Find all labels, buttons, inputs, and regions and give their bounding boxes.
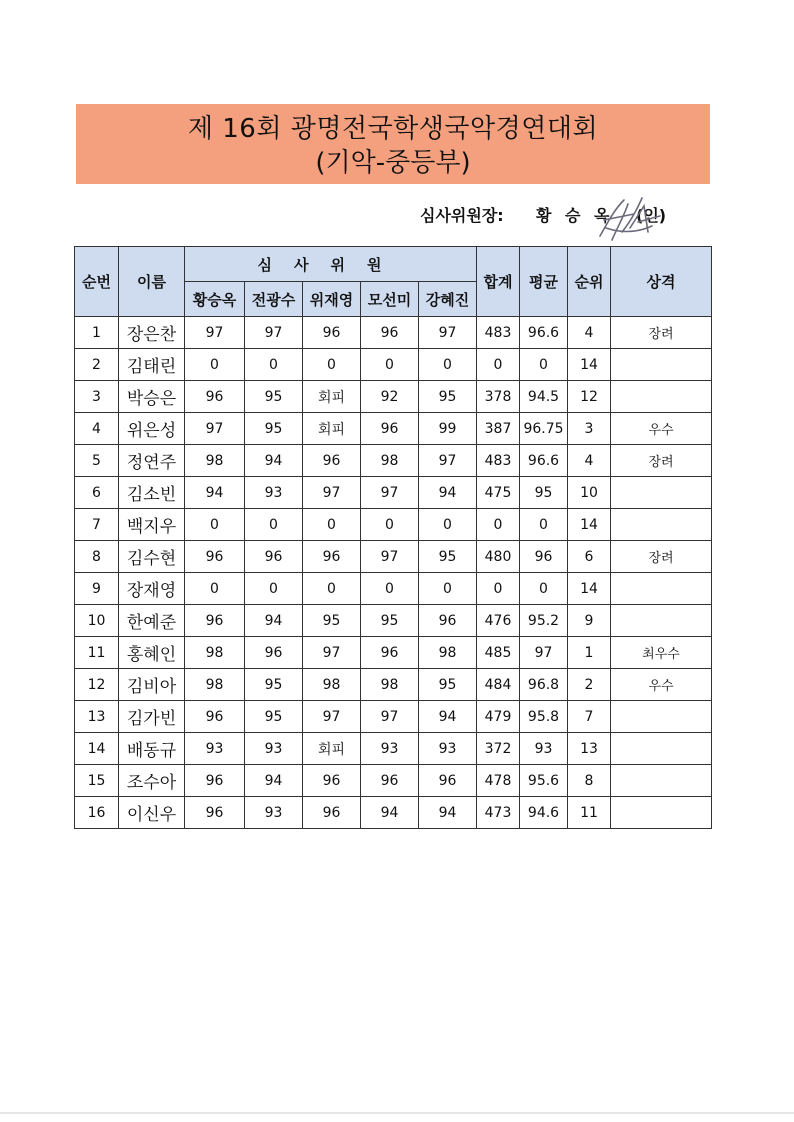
score-cell: 회피 xyxy=(303,381,361,413)
rank-cell: 6 xyxy=(568,541,611,573)
score-cell: 0 xyxy=(419,509,477,541)
total-cell: 480 xyxy=(477,541,520,573)
award-cell xyxy=(611,349,712,381)
average-cell: 96.6 xyxy=(520,445,568,477)
score-cell: 93 xyxy=(245,477,303,509)
scan-edge xyxy=(0,1112,794,1114)
award-cell: 우수 xyxy=(611,413,712,445)
score-cell: 95 xyxy=(303,605,361,637)
student-name: 김비아 xyxy=(119,669,185,701)
student-name: 김수현 xyxy=(119,541,185,573)
header-row xyxy=(75,247,712,282)
score-cell: 97 xyxy=(303,637,361,669)
student-name: 위은성 xyxy=(119,413,185,445)
total-cell: 483 xyxy=(477,317,520,349)
table-row xyxy=(75,797,712,829)
score-cell: 회피 xyxy=(303,733,361,765)
score-cell: 99 xyxy=(419,413,477,445)
average-cell: 96 xyxy=(520,541,568,573)
score-cell: 97 xyxy=(185,413,245,445)
award-cell xyxy=(611,509,712,541)
score-cell: 93 xyxy=(245,733,303,765)
score-cell: 94 xyxy=(361,797,419,829)
award-cell: 최우수 xyxy=(611,637,712,669)
col-header-rank: 순위 xyxy=(568,247,611,317)
row-number: 1 xyxy=(75,317,119,349)
total-cell: 479 xyxy=(477,701,520,733)
judge-header: 위재영 xyxy=(303,282,361,317)
score-cell: 96 xyxy=(185,797,245,829)
score-cell: 97 xyxy=(303,701,361,733)
score-cell: 96 xyxy=(419,605,477,637)
total-cell: 484 xyxy=(477,669,520,701)
score-cell: 98 xyxy=(185,637,245,669)
total-cell: 378 xyxy=(477,381,520,413)
rank-cell: 9 xyxy=(568,605,611,637)
judge-header: 황승옥 xyxy=(185,282,245,317)
col-header-panel: 심사위원 xyxy=(185,247,477,282)
table-row xyxy=(75,381,712,413)
total-cell: 372 xyxy=(477,733,520,765)
score-cell: 94 xyxy=(185,477,245,509)
student-name: 김태린 xyxy=(119,349,185,381)
award-cell xyxy=(611,765,712,797)
student-name: 장재영 xyxy=(119,573,185,605)
table-row xyxy=(75,477,712,509)
student-name: 홍혜인 xyxy=(119,637,185,669)
average-cell: 96.8 xyxy=(520,669,568,701)
award-cell xyxy=(611,381,712,413)
total-cell: 485 xyxy=(477,637,520,669)
score-cell: 98 xyxy=(303,669,361,701)
score-cell: 93 xyxy=(361,733,419,765)
table-row xyxy=(75,573,712,605)
score-cell: 0 xyxy=(361,509,419,541)
score-cell: 0 xyxy=(361,573,419,605)
handwritten-signature xyxy=(594,192,667,248)
score-cell: 96 xyxy=(185,541,245,573)
score-cell: 96 xyxy=(361,637,419,669)
table-row xyxy=(75,349,712,381)
score-cell: 93 xyxy=(185,733,245,765)
score-cell: 94 xyxy=(419,477,477,509)
score-cell: 0 xyxy=(303,349,361,381)
rank-cell: 10 xyxy=(568,477,611,509)
score-cell: 0 xyxy=(185,349,245,381)
award-cell: 장려 xyxy=(611,541,712,573)
score-cell: 96 xyxy=(303,765,361,797)
score-cell: 96 xyxy=(185,701,245,733)
score-cell: 0 xyxy=(245,573,303,605)
average-cell: 95.6 xyxy=(520,765,568,797)
average-cell: 93 xyxy=(520,733,568,765)
table-row xyxy=(75,701,712,733)
score-cell: 94 xyxy=(245,765,303,797)
score-cell: 98 xyxy=(361,445,419,477)
score-cell: 97 xyxy=(245,317,303,349)
score-cell: 95 xyxy=(245,413,303,445)
score-cell: 97 xyxy=(361,541,419,573)
score-cell: 96 xyxy=(303,445,361,477)
score-cell: 97 xyxy=(361,477,419,509)
judge-header: 모선미 xyxy=(361,282,419,317)
score-cell: 0 xyxy=(361,349,419,381)
row-number: 7 xyxy=(75,509,119,541)
col-header-award: 상격 xyxy=(611,247,712,317)
page-subtitle: (기악-중등부) xyxy=(315,148,471,178)
average-cell: 95.2 xyxy=(520,605,568,637)
total-cell: 0 xyxy=(477,509,520,541)
rank-cell: 14 xyxy=(568,509,611,541)
student-name: 김가빈 xyxy=(119,701,185,733)
score-cell: 97 xyxy=(419,317,477,349)
rank-cell: 14 xyxy=(568,573,611,605)
rank-cell: 4 xyxy=(568,317,611,349)
row-number: 8 xyxy=(75,541,119,573)
score-cell: 95 xyxy=(419,541,477,573)
score-cell: 96 xyxy=(361,765,419,797)
score-cell: 94 xyxy=(419,797,477,829)
student-name: 김소빈 xyxy=(119,477,185,509)
table-row xyxy=(75,605,712,637)
score-cell: 98 xyxy=(185,445,245,477)
score-cell: 0 xyxy=(303,509,361,541)
score-cell: 96 xyxy=(245,541,303,573)
award-cell: 우수 xyxy=(611,669,712,701)
award-cell: 장려 xyxy=(611,317,712,349)
row-number: 3 xyxy=(75,381,119,413)
table-row xyxy=(75,637,712,669)
score-cell: 0 xyxy=(419,349,477,381)
col-header-name: 이름 xyxy=(119,247,185,317)
row-number: 14 xyxy=(75,733,119,765)
award-cell xyxy=(611,701,712,733)
total-cell: 387 xyxy=(477,413,520,445)
row-number: 6 xyxy=(75,477,119,509)
seal-mark: (인) xyxy=(636,206,667,225)
student-name: 백지우 xyxy=(119,509,185,541)
rank-cell: 8 xyxy=(568,765,611,797)
table-row xyxy=(75,413,712,445)
table-row xyxy=(75,445,712,477)
rank-cell: 7 xyxy=(568,701,611,733)
judge-header: 전광수 xyxy=(245,282,303,317)
score-cell: 94 xyxy=(245,445,303,477)
rank-cell: 4 xyxy=(568,445,611,477)
table-row xyxy=(75,669,712,701)
score-cell: 92 xyxy=(361,381,419,413)
score-cell: 96 xyxy=(419,765,477,797)
score-cell: 97 xyxy=(361,701,419,733)
rank-cell: 2 xyxy=(568,669,611,701)
award-cell xyxy=(611,605,712,637)
score-cell: 95 xyxy=(245,701,303,733)
average-cell: 96.6 xyxy=(520,317,568,349)
table-row xyxy=(75,733,712,765)
chief-judge-name: 황 승 옥 xyxy=(536,206,614,225)
total-cell: 473 xyxy=(477,797,520,829)
total-cell: 483 xyxy=(477,445,520,477)
total-cell: 475 xyxy=(477,477,520,509)
table-row xyxy=(75,509,712,541)
student-name: 장은찬 xyxy=(119,317,185,349)
judge-header: 강혜진 xyxy=(419,282,477,317)
row-number: 16 xyxy=(75,797,119,829)
score-cell: 회피 xyxy=(303,413,361,445)
total-cell: 0 xyxy=(477,349,520,381)
rank-cell: 12 xyxy=(568,381,611,413)
score-cell: 96 xyxy=(185,605,245,637)
score-cell: 96 xyxy=(185,381,245,413)
score-cell: 96 xyxy=(303,317,361,349)
score-cell: 93 xyxy=(419,733,477,765)
score-cell: 98 xyxy=(361,669,419,701)
col-header-total: 합계 xyxy=(477,247,520,317)
score-cell: 0 xyxy=(185,509,245,541)
score-cell: 97 xyxy=(185,317,245,349)
score-cell: 98 xyxy=(419,637,477,669)
page-title: 제 16회 광명전국학생국악경연대회 xyxy=(187,114,599,144)
score-cell: 0 xyxy=(303,573,361,605)
score-cell: 96 xyxy=(245,637,303,669)
rank-cell: 14 xyxy=(568,349,611,381)
score-cell: 95 xyxy=(245,669,303,701)
average-cell: 96.75 xyxy=(520,413,568,445)
total-cell: 478 xyxy=(477,765,520,797)
table-row xyxy=(75,765,712,797)
average-cell: 0 xyxy=(520,509,568,541)
score-cell: 98 xyxy=(185,669,245,701)
score-cell: 96 xyxy=(361,317,419,349)
award-cell xyxy=(611,797,712,829)
score-cell: 95 xyxy=(361,605,419,637)
rank-cell: 1 xyxy=(568,637,611,669)
row-number: 10 xyxy=(75,605,119,637)
rank-cell: 13 xyxy=(568,733,611,765)
score-cell: 96 xyxy=(361,413,419,445)
student-name: 정연주 xyxy=(119,445,185,477)
average-cell: 97 xyxy=(520,637,568,669)
score-cell: 94 xyxy=(419,701,477,733)
row-number: 5 xyxy=(75,445,119,477)
student-name: 조수아 xyxy=(119,765,185,797)
row-number: 11 xyxy=(75,637,119,669)
row-number: 9 xyxy=(75,573,119,605)
average-cell: 0 xyxy=(520,573,568,605)
row-number: 13 xyxy=(75,701,119,733)
col-header-average: 평균 xyxy=(520,247,568,317)
average-cell: 95 xyxy=(520,477,568,509)
total-cell: 0 xyxy=(477,573,520,605)
award-cell xyxy=(611,733,712,765)
results-table xyxy=(74,246,712,829)
col-header-no: 순번 xyxy=(75,247,119,317)
student-name: 한예준 xyxy=(119,605,185,637)
score-cell: 0 xyxy=(185,573,245,605)
award-cell: 장려 xyxy=(611,445,712,477)
table-row xyxy=(75,317,712,349)
chief-judge-label: 심사위원장: xyxy=(420,206,504,225)
rank-cell: 11 xyxy=(568,797,611,829)
score-cell: 95 xyxy=(419,381,477,413)
score-cell: 0 xyxy=(245,509,303,541)
score-cell: 97 xyxy=(303,477,361,509)
table-row xyxy=(75,541,712,573)
average-cell: 94.6 xyxy=(520,797,568,829)
award-cell xyxy=(611,477,712,509)
student-name: 배동규 xyxy=(119,733,185,765)
total-cell: 476 xyxy=(477,605,520,637)
score-cell: 95 xyxy=(419,669,477,701)
student-name: 이신우 xyxy=(119,797,185,829)
average-cell: 0 xyxy=(520,349,568,381)
score-cell: 0 xyxy=(419,573,477,605)
score-cell: 96 xyxy=(185,765,245,797)
score-cell: 96 xyxy=(303,541,361,573)
score-cell: 97 xyxy=(419,445,477,477)
score-cell: 96 xyxy=(303,797,361,829)
rank-cell: 3 xyxy=(568,413,611,445)
score-cell: 94 xyxy=(245,605,303,637)
award-cell xyxy=(611,573,712,605)
average-cell: 95.8 xyxy=(520,701,568,733)
student-name: 박승은 xyxy=(119,381,185,413)
score-cell: 93 xyxy=(245,797,303,829)
score-cell: 95 xyxy=(245,381,303,413)
average-cell: 94.5 xyxy=(520,381,568,413)
row-number: 2 xyxy=(75,349,119,381)
score-cell: 0 xyxy=(245,349,303,381)
title-banner xyxy=(76,104,710,184)
row-number: 12 xyxy=(75,669,119,701)
row-number: 15 xyxy=(75,765,119,797)
row-number: 4 xyxy=(75,413,119,445)
